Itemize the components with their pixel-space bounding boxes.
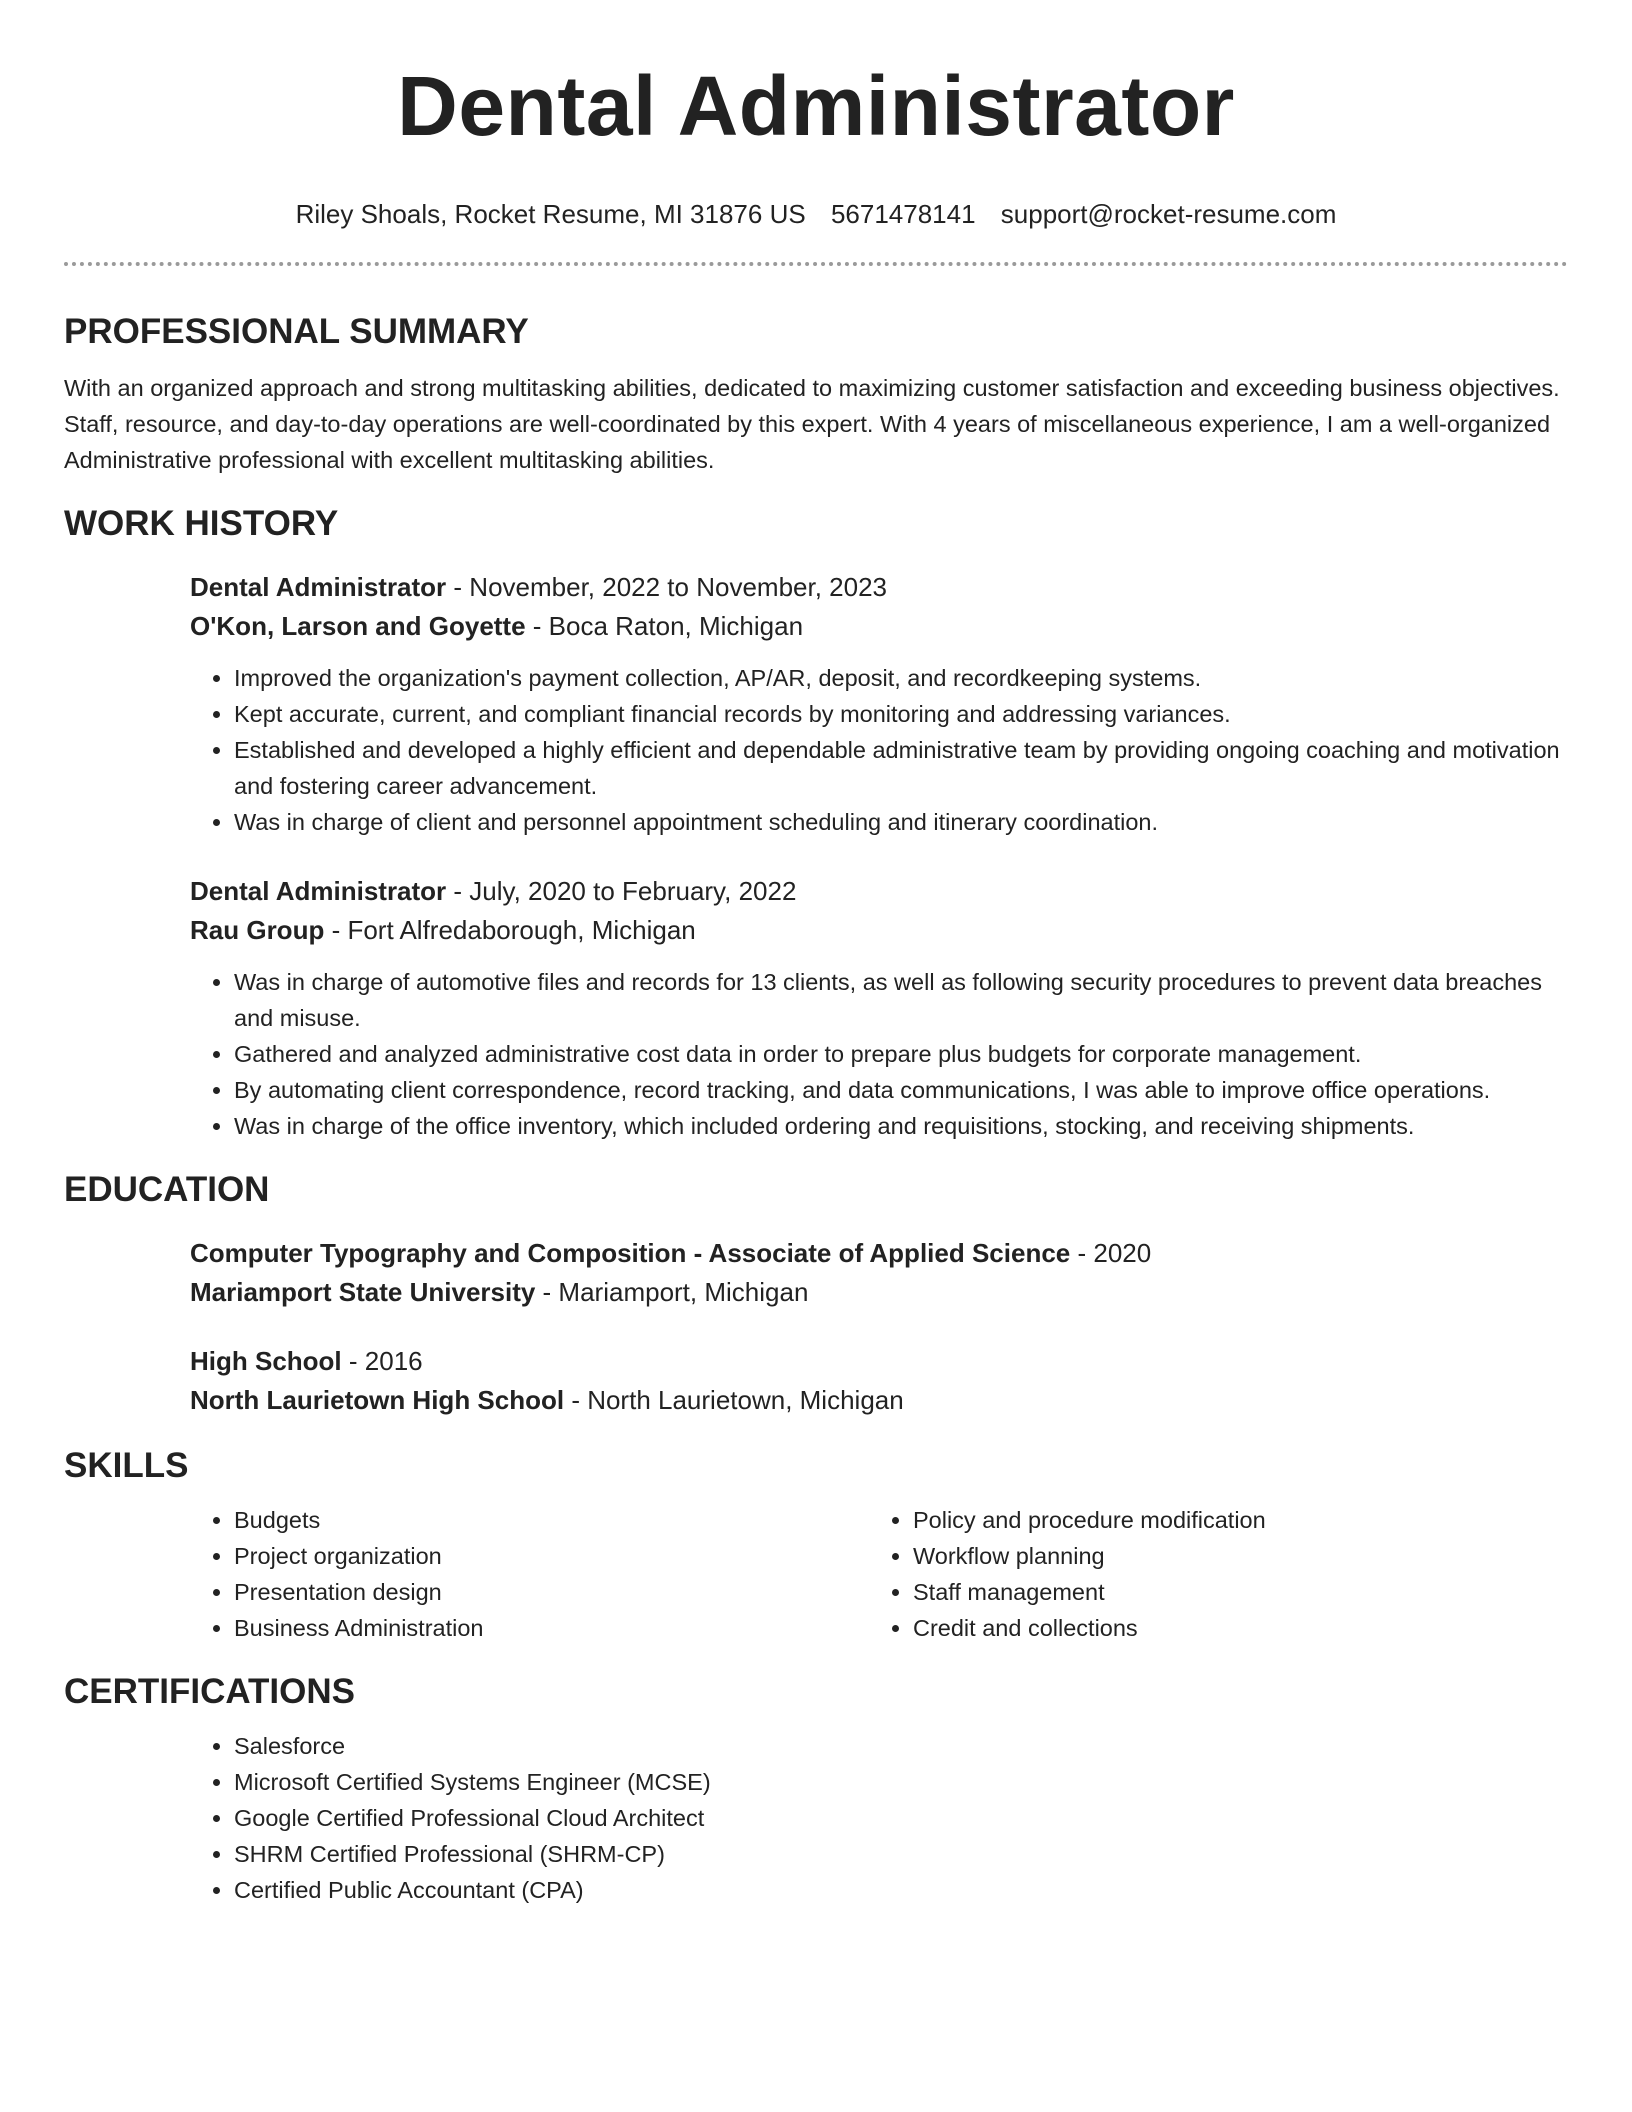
skills-grid: [190, 1502, 1568, 1646]
skills-list: [869, 1502, 1548, 1646]
section-work-history: [64, 502, 1568, 1144]
list-item: • Improved the organization's payment collection, AP/AR, deposit, and recordkeeping systems.: [234, 660, 1568, 696]
list-item: • Presentation design: [234, 1574, 869, 1610]
section-skills: [64, 1444, 1568, 1646]
job-title-line: [190, 872, 1568, 911]
section-heading-summary: PROFESSIONAL SUMMARY: [64, 312, 529, 351]
education-degree-line: [190, 1234, 1568, 1273]
certifications-body: [190, 1728, 1568, 1908]
education-year: - 2016: [341, 1346, 423, 1376]
header-divider: [64, 262, 1568, 266]
job-dates: - November, 2022 to November, 2023: [446, 572, 887, 602]
list-item: • Business Administration: [234, 1610, 869, 1646]
section-heading-work: WORK HISTORY: [64, 504, 339, 543]
list-item: • Project organization: [234, 1538, 869, 1574]
section-heading-education: EDUCATION: [64, 1170, 270, 1209]
summary-text: With an organized approach and strong multitasking abilities, dedicated to maximizing customer satisfaction and exceeding business objectives. Staff, resource, and day-to-day operations are well-coordinated by this expert. With 4 years of miscellaneous experience, I am a well-organized Administrative professional with excellent multitasking abilities.: [64, 375, 1560, 473]
job-dates: - July, 2020 to February, 2022: [446, 876, 797, 906]
education-school-line: [190, 1273, 1568, 1312]
list-item: • Certified Public Accountant (CPA): [234, 1872, 1568, 1908]
list-item: • Was in charge of the office inventory, which included ordering and requisitions, stocking, and receiving shipments.: [234, 1108, 1568, 1144]
education-school: Mariamport State University: [190, 1277, 536, 1307]
job-entry: [190, 568, 1568, 840]
job-entry: [190, 872, 1568, 1144]
job-company-line: [190, 911, 1568, 950]
list-item: • Gathered and analyzed administrative cost data in order to prepare plus budgets for corporate management.: [234, 1036, 1568, 1072]
job-company-line: [190, 607, 1568, 646]
education-degree-line: [190, 1342, 1568, 1381]
skills-column-right: [869, 1502, 1548, 1646]
education-school: North Laurietown High School: [190, 1385, 565, 1415]
job-company: Rau Group: [190, 915, 325, 945]
list-item: • Was in charge of automotive files and records for 13 clients, as well as following security procedures to prevent data breaches and misuse.: [234, 964, 1568, 1036]
list-item: • Established and developed a highly efficient and dependable administrative team by providing ongoing coaching and motivation and fostering career advancement.: [234, 732, 1568, 804]
list-item: • By automating client correspondence, record tracking, and data communications, I was able to improve office operations.: [234, 1072, 1568, 1108]
certifications-list: [190, 1728, 1568, 1908]
job-company: O'Kon, Larson and Goyette: [190, 611, 526, 641]
job-title: Dental Administrator: [190, 572, 447, 602]
job-bullets: [190, 964, 1568, 1144]
job-title: Dental Administrator: [190, 876, 447, 906]
list-item: • Microsoft Certified Systems Engineer (MCSE): [234, 1764, 1568, 1800]
education-year: - 2020: [1070, 1238, 1152, 1268]
list-item: • Google Certified Professional Cloud Architect: [234, 1800, 1568, 1836]
job-title-line: [190, 568, 1568, 607]
job-bullets: [190, 660, 1568, 840]
list-item: • SHRM Certified Professional (SHRM-CP): [234, 1836, 1568, 1872]
list-item: • Was in charge of client and personnel appointment scheduling and itinerary coordination.: [234, 804, 1568, 840]
skills-column-left: [190, 1502, 869, 1646]
list-item: • Kept accurate, current, and compliant financial records by monitoring and addressing variances.: [234, 696, 1568, 732]
list-item: • Policy and procedure modification: [913, 1502, 1548, 1538]
contact-phone: 5671478141: [830, 199, 976, 229]
section-certifications: [64, 1670, 1568, 1908]
education-degree: High School: [190, 1346, 342, 1376]
resume-title: Dental Administrator: [397, 59, 1235, 153]
skills-list: [190, 1502, 869, 1646]
section-education: [64, 1168, 1568, 1420]
contact-line: [64, 196, 1568, 232]
list-item: • Credit and collections: [913, 1610, 1548, 1646]
education-location: - North Laurietown, Michigan: [564, 1385, 904, 1415]
list-item: • Workflow planning: [913, 1538, 1548, 1574]
section-heading-skills: SKILLS: [64, 1446, 189, 1485]
contact-email: support@rocket-resume.com: [1000, 199, 1337, 229]
education-location: - Mariamport, Michigan: [535, 1277, 809, 1307]
list-item: • Salesforce: [234, 1728, 1568, 1764]
list-item: • Staff management: [913, 1574, 1548, 1610]
education-degree: Computer Typography and Composition - Associate of Applied Science: [190, 1238, 1071, 1268]
job-location: - Fort Alfredaborough, Michigan: [324, 915, 696, 945]
list-item: • Budgets: [234, 1502, 869, 1538]
education-entry: [190, 1234, 1568, 1312]
section-summary: [64, 310, 1568, 478]
contact-address: Riley Shoals, Rocket Resume, MI 31876 US: [295, 199, 806, 229]
education-school-line: [190, 1381, 1568, 1420]
job-location: - Boca Raton, Michigan: [525, 611, 804, 641]
education-entry: [190, 1342, 1568, 1420]
section-heading-certifications: CERTIFICATIONS: [64, 1672, 356, 1711]
